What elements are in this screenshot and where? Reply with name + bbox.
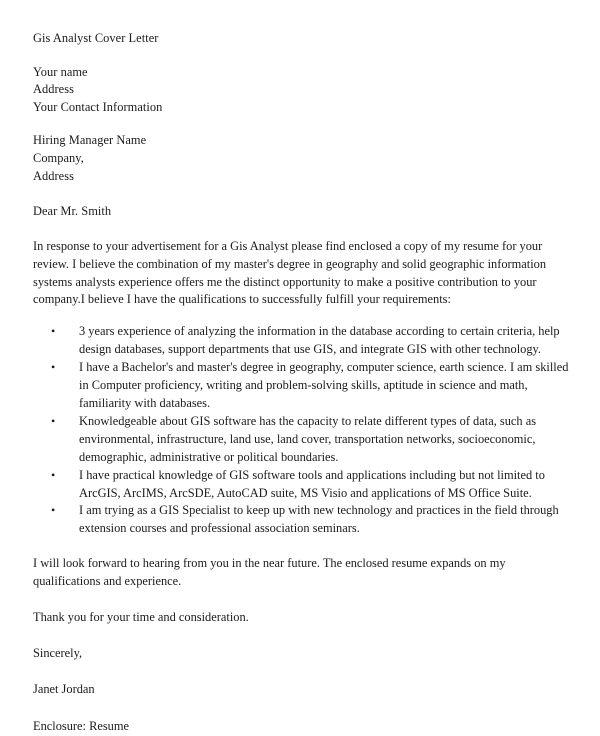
recipient-address-block: [33, 132, 570, 185]
opening-paragraph: In response to your advertisement for a Gis Analyst please find enclosed a copy of my resume for your review. I believe the combination of my master's degree in geography and solid geographic information systems analysts experience offers me the distinct opportunity to make a positive contribution to your company.I believe I have the qualifications to successfully fulfill your requirements:: [33, 238, 547, 307]
signature-name: Janet Jordan: [33, 681, 95, 696]
recipient-company: Company,: [33, 150, 84, 165]
thank-you-line: Thank you for your time and consideration.: [33, 610, 249, 625]
sign-off: Sincerely,: [33, 645, 83, 660]
salutation: Dear Mr. Smith: [33, 204, 112, 219]
list-item: • Knowledgeable about GIS software has the capacity to relate different types of data, such as environmental, infrastructure, land use, land cover, transportation networks, socioeconomic, demographic, administrative or political boundaries.: [65, 413, 570, 467]
list-item: • I am trying as a GIS Specialist to keep up with new technology and practices in the field through extension courses and professional association seminars.: [65, 502, 570, 538]
qualifications-list: [33, 323, 570, 538]
recipient-manager-name: Hiring Manager Name: [33, 133, 147, 148]
closing-paragraph: I will look forward to hearing from you in the near future. The enclosed resume expands on my qualifications and experience.: [33, 556, 506, 589]
sender-address-block: [33, 64, 570, 117]
sender-contact-information: Your Contact Information: [33, 99, 163, 114]
list-item: • I have practical knowledge of GIS software tools and applications including but not limited to ArcGIS, ArcIMS, ArcSDE, AutoCAD suite, MS Visio and applications of MS Office Suite.: [65, 467, 570, 503]
list-item: • I have a Bachelor's and master's degree in geography, computer science, earth science. I am skilled in Computer proficiency, writing and problem-solving skills, aptitude in science and math, familiarity with databases.: [65, 359, 570, 413]
sender-name: Your name: [33, 64, 88, 79]
sender-address: Address: [33, 82, 74, 97]
list-item: • 3 years experience of analyzing the information in the database according to certain criteria, help design databases, support departments that use GIS, and integrate GIS with other technology.: [65, 323, 570, 359]
recipient-address: Address: [33, 168, 74, 183]
enclosure-line: Enclosure: Resume: [33, 718, 130, 733]
page-title: Gis Analyst Cover Letter: [33, 31, 159, 45]
